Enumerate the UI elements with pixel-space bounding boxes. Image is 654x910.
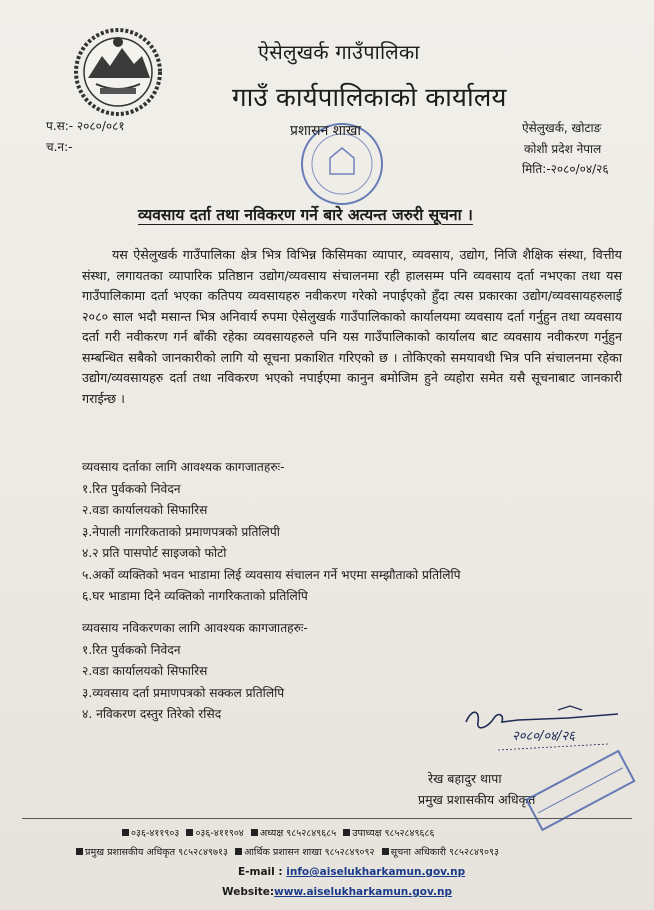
phone-icon [235, 848, 242, 855]
footer-email [238, 866, 465, 878]
phone-icon [186, 829, 193, 836]
renewal-docs-heading: व्यवसाय नविकरणका लागि आवश्यक कागजातहरुः- [82, 621, 308, 635]
list-item: ६.घर भाडामा दिने व्यक्तिको नागरिकताको प्रतिलिपि [82, 589, 308, 603]
municipality-name: ऐसेलुखर्क गाउँपालिका [258, 40, 420, 64]
vice-chair-phone: उपाध्यक्ष ९८५२८४९६८६ [352, 828, 435, 839]
list-item: ३.नेपाली नागरिकताको प्रमाणपत्रको प्रतिलिपी [82, 524, 280, 539]
email-link[interactable]: info@aiselukharkamun.gov.np [286, 866, 466, 878]
finance-phone: आर्थिक प्रशासन शाखा ९८५२८४९०९२ [244, 847, 375, 858]
dispatch-number: च.न:- [46, 140, 73, 154]
footer-divider [22, 818, 632, 819]
footer-contacts-row-1 [118, 826, 434, 839]
website-link[interactable]: www.aiselukharkamun.gov.np [274, 886, 452, 898]
website-label: Website: [222, 886, 275, 898]
signatory-title: प्रमुख प्रशासकीय अधिकृत [418, 792, 536, 807]
phone-1: ०३६-४११९०३ [131, 828, 180, 839]
chair-phone: अध्यक्ष ९८५२८४९६८५ [259, 828, 337, 839]
registration-docs-list [82, 457, 461, 608]
registration-docs-heading: व्यवसाय दर्ताका लागि आवश्यक कागजातहरुः- [82, 460, 285, 474]
list-item: १.रित पुर्वकको निवेदन [82, 481, 181, 496]
list-item: ४. नविकरण दस्तुर तिरेको रसिद [82, 707, 222, 721]
renewal-docs-list [82, 618, 308, 726]
footer-website [222, 886, 452, 898]
notice-date: मिति:-२०८०/०४/२६ [522, 162, 609, 176]
info-officer-phone: सूचना अधिकारी ९८५२८४९०९३ [390, 847, 499, 858]
email-label: E-mail : [238, 866, 283, 878]
phone-2: ०३६-४११९०४ [195, 828, 244, 839]
phone-icon [122, 829, 129, 836]
signatory-stamp [518, 748, 640, 832]
list-item: २.वडा कार्यालयको सिफारिस [82, 503, 208, 517]
phone-icon [251, 829, 258, 836]
list-item: ५.अर्को व्यक्तिको भवन भाडामा लिई व्यवसाय संचालन गर्ने भएमा सम्झौताको प्रतिलिपि [82, 567, 461, 582]
address-line-2: कोशी प्रदेश नेपाल [524, 142, 602, 156]
signatory-name: रेख बहादुर थापा [428, 771, 502, 786]
phone-icon [343, 829, 350, 836]
cao-phone: प्रमुख प्रशासकीय अधिकृत ९८५२८४९७१३ [85, 847, 229, 858]
list-item: ३.व्यवसाय दर्ता प्रमाणपत्रको सक्कल प्रतिलिपि [82, 685, 285, 700]
office-name: गाउँ कार्यपालिकाको कार्यालय [232, 83, 507, 113]
nepal-emblem-logo [72, 26, 164, 118]
list-item: १.रित पुर्वकको निवेदन [82, 642, 181, 657]
list-item: २.वडा कार्यालयको सिफारिस [82, 664, 208, 678]
phone-icon [76, 848, 83, 855]
phone-icon [382, 848, 389, 855]
list-item: ४.२ प्रति पासपोर्ट साइजको फोटो [82, 546, 227, 560]
footer-contacts-row-2 [72, 845, 499, 858]
notice-subject: व्यवसाय दर्ता तथा नविकरण गर्ने बारे अत्यन्त जरुरी सूचना । [138, 206, 473, 224]
reference-number: प.स:- २०८०/०८१ [46, 119, 125, 133]
branch-name: प्रशासन शाखा [290, 123, 362, 139]
address-line-1: ऐसेलुखर्क, खोटाङ [522, 121, 602, 135]
notice-body: यस ऐसेलुखर्क गाउँपालिका क्षेत्र भित्र विभिन्न किसिमका व्यापार, व्यवसाय, उद्योग, निजि शैक्षिक संस्था, वित्तीय संस्था, लगायतका व्यापारिक प्रतिष्ठान उद्योग/व्यवसाय संचालनमा रही हालसम्म पनि व्यवसाय दर्ता नभएका तथा यस गाउँपालिकामा दर्ता भएका कतिपय व्यवसायहरु नवीकरण गरेको नपाईएको हुँदा त्यस प्रकारका उद्योग/व्यवसायहरुलाई २०८० साल भदौ मसान्त भित्र अनिवार्य रुपमा ऐसेलुखर्क गाउँपालिकाको कार्यालयमा व्यवसाय दर्ता गर्नुहुन तथा व्यवसाय दर्ता गरी नवीकरण गर्न बाँकी रहेका व्यवसायहरुले पनि यस गाउँपालिकाको कार्यालय बाट व्यवसाय नवीकरण गर्नुहुन सम्बन्धित सबैको जानकारीको लागि यो सूचना प्रकाशित गरिएको छ । तोकिएको समयावधी भित्र पनि संचालनमा रहेका उद्योग/व्यवसायहरु दर्ता तथा नविकरण भएको नपाईएमा कानुन बमोजिम हुने व्यहोरा समेत यसै सूचनाबाट जानकारी गराईन्छ । [82, 247, 622, 406]
signature-date: २०८०/०४/२६ [512, 729, 575, 744]
